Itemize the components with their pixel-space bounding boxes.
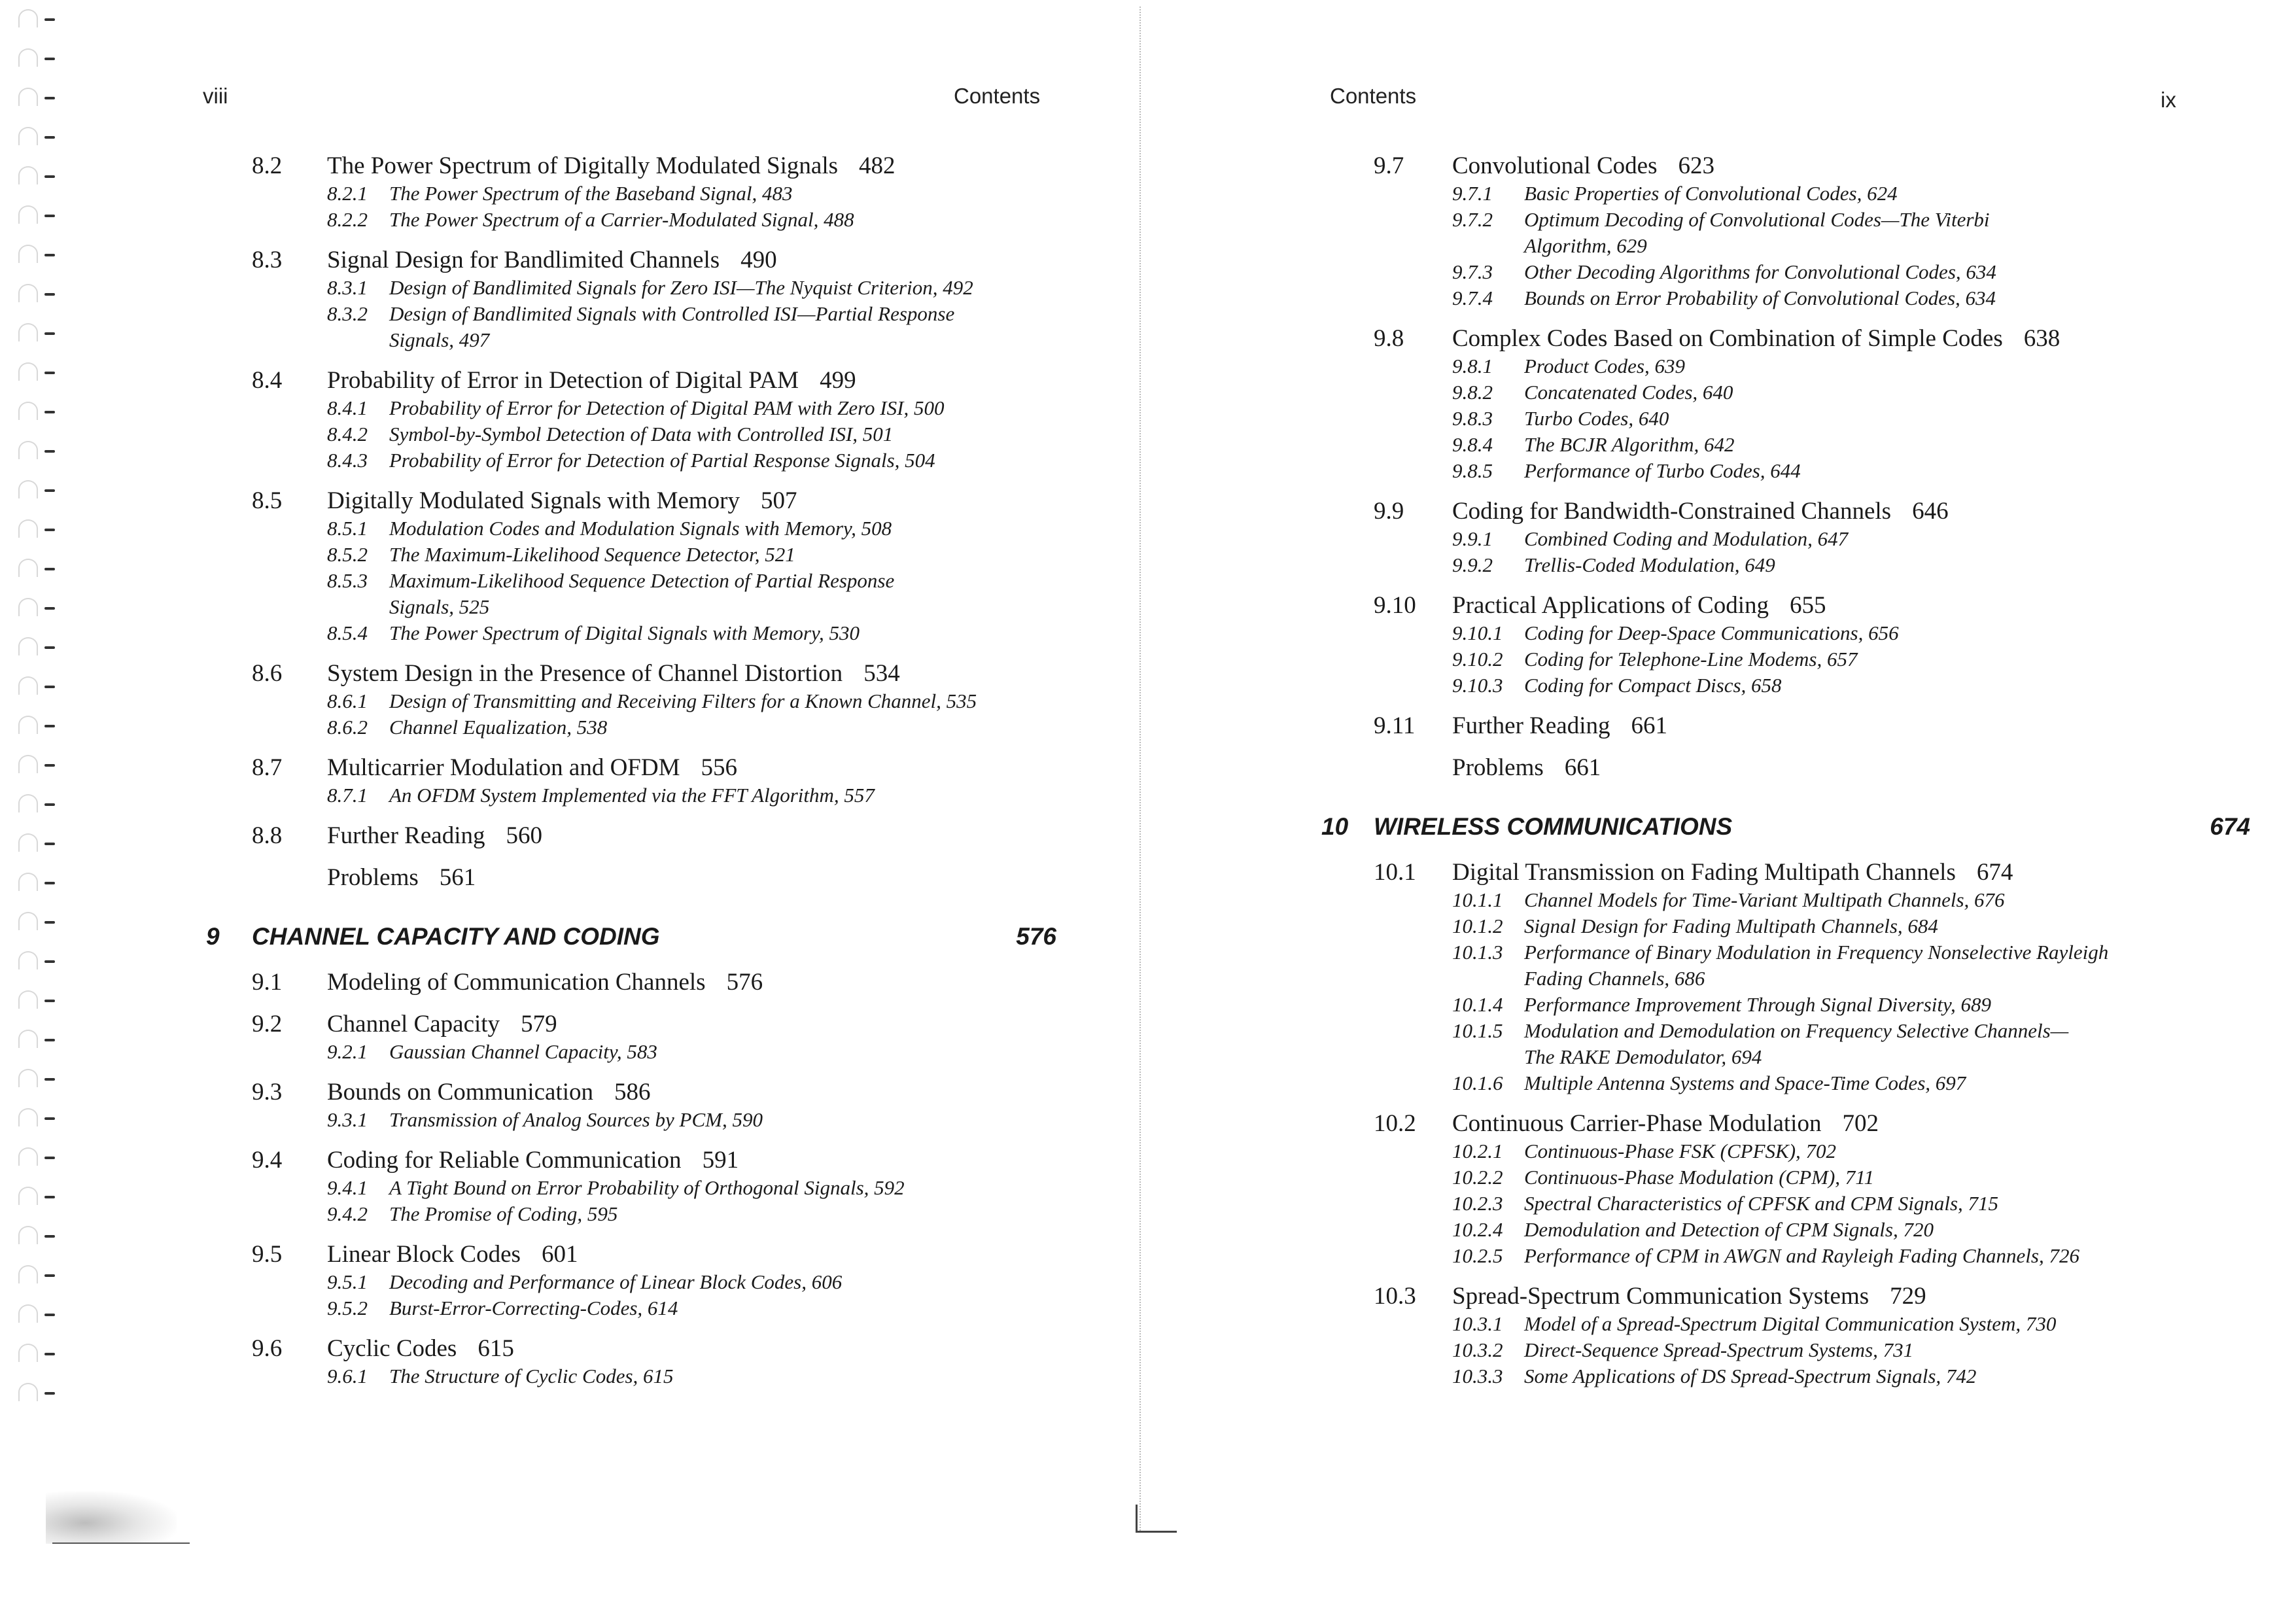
subsection-number: 8.3.1 [327,276,368,299]
toc-subsection [252,181,1056,207]
subsection-number: 9.8.3 [1452,407,1493,430]
toc-section [252,1010,1056,1039]
problems-page: 661 [1564,754,1601,781]
subsection-title-continued: Signals, 497 [389,328,490,351]
toc-section [252,1240,1056,1269]
toc-subsection [252,515,1056,542]
running-head: Contents [954,84,1041,108]
running-head: Contents [1330,84,1417,108]
toc-subsection [1374,1243,2250,1269]
toc-section [252,152,1056,181]
subsection-title: The Promise of Coding, 595 [389,1202,618,1225]
problems-entry [1374,754,2250,782]
toc-subsection [252,1175,1056,1201]
toc-subsection [1374,672,2250,699]
subsection-number: 9.10.2 [1452,648,1503,671]
subsection-number: 10.2.3 [1452,1192,1503,1215]
subsection-title: Product Codes, 639 [1524,355,1685,377]
section-number: 8.5 [252,487,283,514]
toc-subsection [252,1107,1056,1133]
toc-subsection [252,1295,1056,1321]
toc-subsection [252,1039,1056,1065]
toc-subsection [1374,1311,2250,1337]
toc-section [1374,712,2250,741]
section-page: 556 [701,754,737,781]
section-title: Digitally Modulated Signals with Memory [327,487,740,514]
subsection-number: 8.4.1 [327,396,368,419]
section-title: Spread-Spectrum Communication Systems [1452,1283,1870,1310]
toc-section [252,659,1056,688]
toc-subsection [252,395,1056,421]
subsection-number: 9.4.2 [327,1202,368,1225]
page-gutter [1139,7,1145,1531]
subsection-number: 10.2.5 [1452,1244,1503,1267]
problems-label: Problems [327,864,419,891]
toc-subsection [252,1269,1056,1295]
section-page: 674 [1976,859,2013,886]
toc-subsection [252,620,1056,646]
subsection-number: 10.1.3 [1452,941,1503,964]
section-page: 655 [1790,592,1826,619]
subsection-number: 10.3.2 [1452,1338,1503,1361]
subsection-number: 9.8.2 [1452,381,1493,404]
toc-subsection [1374,1070,2250,1096]
subsection-number: 9.5.1 [327,1270,368,1293]
subsection-title: An OFDM System Implemented via the FFT Algorithm, 557 [389,784,875,807]
toc-section [1374,497,2250,526]
section-title: Multicarrier Modulation and OFDM [327,754,680,781]
subsection-number: 9.7.2 [1452,208,1493,231]
chapter-number: 10 [1321,813,1349,840]
subsection-title: Performance of CPM in AWGN and Rayleigh Fading Channels, 726 [1524,1244,2079,1267]
subsection-number: 10.1.5 [1452,1019,1503,1042]
section-title: The Power Spectrum of Digitally Modulated Signals [327,152,838,179]
subsection-title: Concatenated Codes, 640 [1524,381,1733,404]
subsection-title: Modulation and Demodulation on Frequency Selective Channels— [1524,1019,2069,1042]
subsection-number: 9.4.1 [327,1176,368,1199]
subsection-title: Multiple Antenna Systems and Space-Time Codes, 697 [1524,1072,1966,1094]
section-page: 702 [1842,1110,1879,1137]
subsection-title-continued: Algorithm, 629 [1524,234,1647,257]
subsection-number: 10.1.1 [1452,888,1503,911]
subsection-number: 9.3.1 [327,1108,368,1131]
subsection-number: 9.5.2 [327,1297,368,1319]
section-title: Bounds on Communication [327,1079,593,1106]
toc-subsection [1374,181,2250,207]
section-page: 615 [478,1335,514,1362]
subsection-title-continued: Signals, 525 [389,595,490,618]
subsection-title: Spectral Characteristics of CPFSK and CPM Signals, 715 [1524,1192,1999,1215]
subsection-title-continued: Fading Channels, 686 [1524,967,1705,990]
section-page: 534 [863,660,900,687]
section-number: 9.2 [252,1011,283,1037]
toc-subsection [1374,1363,2250,1389]
subsection-title-continued: The RAKE Demodulator, 694 [1524,1045,1762,1068]
section-page: 586 [614,1079,651,1106]
section-number: 9.11 [1374,712,1416,739]
section-number: 8.6 [252,660,283,687]
subsection-number: 10.1.4 [1452,993,1503,1016]
section-page: 560 [506,822,542,849]
problems-entry [252,863,1056,892]
section-title: Channel Capacity [327,1011,500,1037]
section-page: 576 [726,969,763,996]
toc-section [252,246,1056,275]
chapter-heading [1321,811,2250,843]
toc-section [252,1078,1056,1107]
toc-subsection [1374,1217,2250,1243]
subsection-title: Continuous-Phase Modulation (CPM), 711 [1524,1166,1874,1189]
toc-subsection [252,1201,1056,1227]
section-title: Probability of Error in Detection of Digital PAM [327,367,799,394]
subsection-title: Optimum Decoding of Convolutional Codes—The Viterbi [1524,208,1990,231]
section-title: Coding for Reliable Communication [327,1147,682,1174]
toc-right [1321,152,2250,1389]
section-number: 9.9 [1374,498,1404,525]
subsection-title: Demodulation and Detection of CPM Signals, 720 [1524,1218,1934,1241]
section-page: 661 [1631,712,1667,739]
subsection-number: 9.7.1 [1452,182,1493,205]
toc-subsection [252,301,1056,327]
subsection-title: The Power Spectrum of Digital Signals with Memory, 530 [389,621,860,644]
toc-section [252,1146,1056,1175]
section-title: System Design in the Presence of Channel Distortion [327,660,843,687]
subsection-number: 9.8.5 [1452,459,1493,482]
subsection-number: 8.2.1 [327,182,368,205]
section-title: Cyclic Codes [327,1335,457,1362]
subsection-title: The Maximum-Likelihood Sequence Detector, 521 [389,543,795,566]
toc-subsection [1374,379,2250,406]
subsection-title: Design of Bandlimited Signals for Zero ISI—The Nyquist Criterion, 492 [389,276,973,299]
subsection-number: 9.8.4 [1452,433,1493,456]
chapter-title: CHANNEL CAPACITY AND CODING [252,923,660,950]
subsection-number: 9.7.4 [1452,287,1493,309]
subsection-number: 10.2.2 [1452,1166,1503,1189]
subsection-title: The Power Spectrum of a Carrier-Modulated Signal, 488 [389,208,854,231]
toc-section [252,487,1056,515]
toc-subsection [252,1363,1056,1389]
toc-section [1374,1109,2250,1138]
toc-subsection [252,688,1056,714]
subsection-number: 8.5.4 [327,621,368,644]
subsection-title: Performance of Turbo Codes, 644 [1524,459,1801,482]
subsection-number: 8.7.1 [327,784,368,807]
subsection-title: Trellis-Coded Modulation, 649 [1524,553,1775,576]
toc-subsection [1374,406,2250,432]
chapter-page: 576 [1016,923,1056,950]
section-number: 8.7 [252,754,283,781]
section-page: 482 [859,152,896,179]
subsection-title: Probability of Error for Detection of Digital PAM with Zero ISI, 500 [389,396,945,419]
section-page: 638 [2023,325,2061,352]
section-title: Complex Codes Based on Combination of Simple Codes [1452,325,2003,352]
chapter-page: 674 [2210,813,2250,840]
section-page: 499 [820,367,856,394]
subsection-number: 10.1.6 [1452,1072,1503,1094]
chapter-heading [206,921,1056,952]
section-title: Continuous Carrier-Phase Modulation [1452,1110,1822,1137]
subsection-title: Combined Coding and Modulation, 647 [1524,527,1849,550]
section-number: 9.5 [252,1241,283,1268]
section-title: Coding for Bandwidth-Constrained Channels [1452,498,1892,525]
section-title: Convolutional Codes [1452,152,1658,179]
toc-subsection [1374,620,2250,646]
section-number: 8.2 [252,152,283,179]
toc-subsection [1374,207,2250,233]
subsection-title: Some Applications of DS Spread-Spectrum Signals, 742 [1524,1365,1977,1387]
toc-subsection [1374,887,2250,913]
subsection-title: Model of a Spread-Spectrum Digital Communication System, 730 [1524,1312,2057,1335]
page-number: viii [203,84,228,108]
toc-section [1374,152,2250,181]
section-title: Further Reading [327,822,485,849]
subsection-title: Burst-Error-Correcting-Codes, 614 [389,1297,678,1319]
subsection-number: 8.3.2 [327,302,368,325]
subsection-title: Modulation Codes and Modulation Signals with Memory, 508 [389,517,892,540]
section-page: 646 [1912,498,1949,525]
subsection-number: 10.2.1 [1452,1140,1503,1162]
subsection-title: Signal Design for Fading Multipath Channels, 684 [1524,915,1938,937]
section-number: 9.10 [1374,592,1416,619]
page-number: ix [2161,88,2176,112]
section-number: 9.7 [1374,152,1404,179]
section-number: 10.3 [1374,1283,1416,1310]
section-title: Signal Design for Bandlimited Channels [327,247,720,273]
section-title: Linear Block Codes [327,1241,521,1268]
subsection-title: Decoding and Performance of Linear Block Codes, 606 [389,1270,843,1293]
toc-subsection [1374,1138,2250,1164]
section-number: 10.1 [1374,859,1416,886]
subsection-title: Performance Improvement Through Signal Diversity, 689 [1524,993,1992,1016]
toc-section [252,822,1056,850]
subsection-title: A Tight Bound on Error Probability of Orthogonal Signals, 592 [389,1176,905,1199]
subsection-number: 9.6.1 [327,1365,368,1387]
toc-subsection [252,275,1056,301]
section-page: 591 [702,1147,739,1174]
subsection-title: Other Decoding Algorithms for Convolutional Codes, 634 [1524,260,1996,283]
toc-subsection [1374,1018,2250,1044]
toc-subsection [252,782,1056,809]
section-title: Modeling of Communication Channels [327,969,706,996]
subsection-number: 8.4.2 [327,423,368,445]
toc-section [1374,1282,2250,1311]
section-page: 507 [761,487,797,514]
subsection-title: Channel Equalization, 538 [389,716,608,739]
toc-section [1374,324,2250,353]
toc-section [252,754,1056,782]
subsection-title: The Power Spectrum of the Baseband Signal, 483 [389,182,793,205]
toc-section [1374,858,2250,887]
subsection-number: 9.9.1 [1452,527,1493,550]
toc-subsection [1374,1337,2250,1363]
chapter-section-list [252,968,1056,1389]
toc-subsection [1374,1164,2250,1191]
subsection-title: Gaussian Channel Capacity, 583 [389,1040,657,1063]
section-page: 601 [541,1241,578,1268]
section-title: Further Reading [1452,712,1610,739]
section-page: 729 [1890,1283,1926,1310]
chapter-section-list [1374,858,2250,1389]
subsection-title: The Structure of Cyclic Codes, 615 [389,1365,674,1387]
toc-subsection [252,542,1056,568]
subsection-title: Basic Properties of Convolutional Codes, 624 [1524,182,1898,205]
subsection-number: 9.8.1 [1452,355,1493,377]
subsection-title: Design of Transmitting and Receiving Filters for a Known Channel, 535 [389,689,977,712]
toc-section [252,968,1056,997]
subsection-title: Coding for Deep-Space Communications, 656 [1524,621,1899,644]
section-number: 10.2 [1374,1110,1416,1137]
section-number: 9.3 [252,1079,283,1106]
section-number: 9.8 [1374,325,1404,352]
subsection-number: 10.3.3 [1452,1365,1503,1387]
subsection-number: 8.4.3 [327,449,368,472]
section-page: 490 [740,247,777,273]
toc-subsection [1374,1191,2250,1217]
subsection-title: Direct-Sequence Spread-Spectrum Systems, 731 [1524,1338,1914,1361]
toc-subsection [1374,992,2250,1018]
section-page: 579 [521,1011,557,1037]
toc-subsection [1374,353,2250,379]
subsection-number: 8.5.2 [327,543,368,566]
subsection-title: Transmission of Analog Sources by PCM, 590 [389,1108,763,1131]
subsection-title: Coding for Compact Discs, 658 [1524,674,1782,697]
section-number: 8.3 [252,247,283,273]
toc-subsection [1374,526,2250,552]
toc-subsection [1374,285,2250,311]
subsection-title: Probability of Error for Detection of Partial Response Signals, 504 [389,449,935,472]
toc-subsection [1374,432,2250,458]
toc-subsection [1374,458,2250,484]
section-page: 623 [1678,152,1714,179]
toc-subsection [1374,552,2250,578]
subsection-number: 10.3.1 [1452,1312,1503,1335]
section-number: 9.4 [252,1147,283,1174]
subsection-number: 10.2.4 [1452,1218,1503,1241]
toc-subsection [252,714,1056,741]
toc-subsection [252,421,1056,447]
subsection-number: 10.1.2 [1452,915,1503,937]
subsection-number: 8.6.2 [327,716,368,739]
problems-label: Problems [1452,754,1544,781]
section-number: 9.6 [252,1335,283,1362]
subsection-title: Continuous-Phase FSK (CPFSK), 702 [1524,1140,1837,1162]
subsection-number: 9.10.1 [1452,621,1503,644]
subsection-title: Coding for Telephone-Line Modems, 657 [1524,648,1858,671]
chapter-title: WIRELESS COMMUNICATIONS [1374,813,1733,840]
subsection-title: Channel Models for Time-Variant Multipath Channels, 676 [1524,888,2005,911]
subsection-title: Bounds on Error Probability of Convolutional Codes, 634 [1524,287,1996,309]
section-number: 8.4 [252,367,283,394]
toc-subsection [1374,259,2250,285]
subsection-number: 9.9.2 [1452,553,1493,576]
subsection-number: 8.5.1 [327,517,368,540]
problems-page: 561 [439,864,476,891]
toc-section [252,1334,1056,1363]
subsection-number: 8.6.1 [327,689,368,712]
subsection-number: 9.7.3 [1452,260,1493,283]
subsection-title: Symbol-by-Symbol Detection of Data with Controlled ISI, 501 [389,423,894,445]
section-number: 8.8 [252,822,283,849]
subsection-title: Maximum-Likelihood Sequence Detection of Partial Response [389,569,895,592]
section-title: Digital Transmission on Fading Multipath Channels [1452,859,1956,886]
toc-subsection [252,447,1056,474]
toc-subsection [252,568,1056,594]
toc-subsection [252,207,1056,233]
subsection-title: Design of Bandlimited Signals with Controlled ISI—Partial Response [389,302,955,325]
toc-subsection [1374,913,2250,939]
subsection-title: Turbo Codes, 640 [1524,407,1669,430]
toc-section [1374,591,2250,620]
section-title: Practical Applications of Coding [1452,592,1769,619]
toc-subsection [1374,939,2250,966]
toc-left [206,152,1056,1389]
subsection-number: 9.10.3 [1452,674,1503,697]
right-page [1148,0,2296,1621]
section-number: 9.1 [252,969,283,996]
subsection-number: 8.5.3 [327,569,368,592]
subsection-number: 9.2.1 [327,1040,368,1063]
chapter-number: 9 [206,923,220,950]
subsection-number: 8.2.2 [327,208,368,231]
toc-section [252,366,1056,395]
subsection-title: Performance of Binary Modulation in Frequency Nonselective Rayleigh [1524,941,2109,964]
toc-subsection [1374,646,2250,672]
subsection-title: The BCJR Algorithm, 642 [1524,433,1735,456]
